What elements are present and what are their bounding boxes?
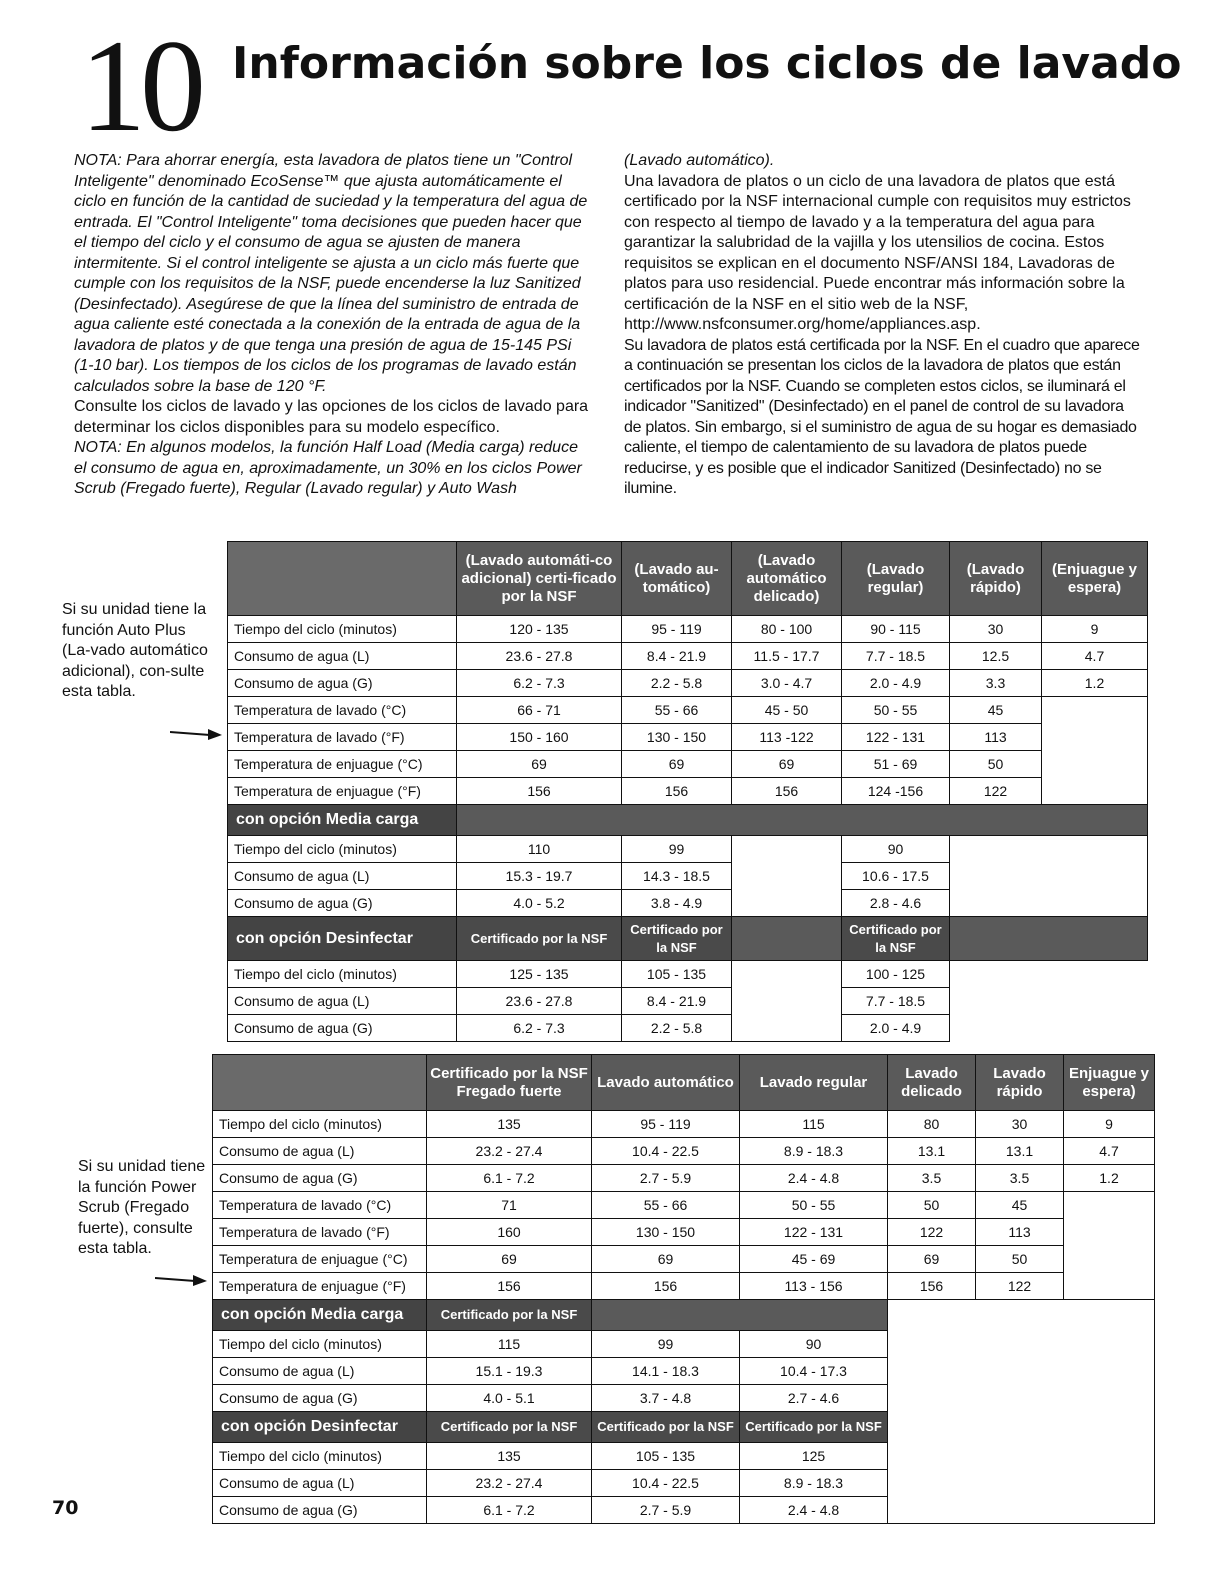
row-label: Tiempo del ciclo (minutos) [213,1111,427,1138]
table-cell: 50 [950,751,1042,778]
table-cell: 3.7 - 4.8 [592,1385,740,1412]
column-header: Lavado rápido [976,1055,1064,1111]
table-cell: 130 - 150 [592,1219,740,1246]
column-header: (Lavado rápido) [950,542,1042,616]
empty-cell [732,836,842,917]
row-label: Temperatura de enjuague (°C) [213,1246,427,1273]
table-cell: 3.5 [976,1165,1064,1192]
table-cell: 90 [842,836,950,863]
nsf-cert-label: Certificado por la NSF [842,917,950,961]
section-header-row [228,805,1148,836]
table-corner [228,542,457,616]
empty-cell [1064,1192,1155,1300]
table-row [213,1192,1155,1219]
row-label: Temperatura de lavado (°F) [228,724,457,751]
table-cell: 3.3 [950,670,1042,697]
table-cell: 3.0 - 4.7 [732,670,842,697]
table-cell: 30 [976,1111,1064,1138]
table-cell: 130 - 150 [622,724,732,751]
nsf-cert-label: Certificado por la NSF [622,917,732,961]
table-row [228,751,1148,778]
table-cell: 100 - 125 [842,961,950,988]
table-cell: 13.1 [976,1138,1064,1165]
table-cell: 4.7 [1064,1138,1155,1165]
table-cell: 95 - 119 [592,1111,740,1138]
column-header: (Lavado automáti-co adicional) certi-ficado por la NSF [457,542,622,616]
table-cell: 110 [457,836,622,863]
table-cell: 113 - 156 [740,1273,888,1300]
section-header-row [228,917,1148,961]
cycle-table-power-scrub [212,1054,1155,1524]
table-cell: 80 - 100 [732,616,842,643]
table-cell: 7.7 - 18.5 [842,643,950,670]
page-title: Información sobre los ciclos de lavado [232,38,1182,89]
nsf-paragraph: Una lavadora de platos o un ciclo de una lavadora de platos que está certificado por la NSF internacional cumple con requisitos muy estrictos con respecto al tiempo de lavado y a la temperatura del agua para garantizar la salubridad de la vajilla y los utensilios de cocina. Estos requisitos se explican en el documento NSF/ANSI 184, Lavadoras de platos para uso residencial. Puede encontrar más información sobre la certificación de la NSF en el sitio web de la NSF, http://www.nsfconsumer.org/home/appliances.asp. [624,172,1131,333]
table-cell: 15.3 - 19.7 [457,863,622,890]
row-label: Tiempo del ciclo (minutos) [213,1331,427,1358]
row-label: Consumo de agua (G) [228,1015,457,1042]
row-label: Consumo de agua (L) [228,863,457,890]
row-label: Consumo de agua (G) [228,890,457,917]
table-cell: 156 [592,1273,740,1300]
table-cell: 2.0 - 4.9 [842,1015,950,1042]
row-label: Temperatura de lavado (°C) [228,697,457,724]
table-cell: 9 [1042,616,1148,643]
table-cell: 10.6 - 17.5 [842,863,950,890]
table-cell: 50 [888,1192,976,1219]
table-cell: 6.1 - 7.2 [427,1165,592,1192]
row-label: Tiempo del ciclo (minutos) [228,961,457,988]
row-label: Consumo de agua (L) [213,1470,427,1497]
column-header: Lavado automático [592,1055,740,1111]
table-cell: 45 - 69 [740,1246,888,1273]
table-cell: 156 [888,1273,976,1300]
table-cell: 2.0 - 4.9 [842,670,950,697]
table-cell: 69 [622,751,732,778]
table-cell: 124 -156 [842,778,950,805]
row-label: Temperatura de lavado (°F) [213,1219,427,1246]
table-cell: 122 [888,1219,976,1246]
table-cell: 45 [950,697,1042,724]
empty-cell [1042,697,1148,805]
nsf-cert-label: Certificado por la NSF [740,1412,888,1443]
row-label: Tiempo del ciclo (minutos) [213,1443,427,1470]
arrow-right-icon [170,726,222,742]
table-cell: 69 [592,1246,740,1273]
table-cell: 45 [976,1192,1064,1219]
table-cell: 10.4 - 22.5 [592,1138,740,1165]
row-label: Temperatura de enjuague (°F) [213,1273,427,1300]
empty-cell [950,961,1148,1042]
table-cell: 15.1 - 19.3 [427,1358,592,1385]
column-header: Certificado por la NSF Fregado fuerte [427,1055,592,1111]
table-cell: 69 [888,1246,976,1273]
table-cell: 113 -122 [732,724,842,751]
table-cell: 2.4 - 4.8 [740,1165,888,1192]
table-cell: 50 [976,1246,1064,1273]
table-cell: 6.2 - 7.3 [457,1015,622,1042]
table-cell: 125 [740,1443,888,1470]
section-header-fill [592,1300,888,1331]
table-cell: 1.2 [1042,670,1148,697]
table-cell: 120 - 135 [457,616,622,643]
table-cell: 11.5 - 17.7 [732,643,842,670]
table-cell: 71 [427,1192,592,1219]
table-cell: 105 - 135 [592,1443,740,1470]
row-label: Tiempo del ciclo (minutos) [228,616,457,643]
table-row [228,697,1148,724]
table-cell: 122 [976,1273,1064,1300]
table-corner [213,1055,427,1111]
table-cell: 135 [427,1443,592,1470]
table-row [228,961,1148,988]
empty-cell [732,961,842,1042]
table-cell: 105 - 135 [622,961,732,988]
cycles-paragraph: Consulte los ciclos de lavado y las opciones de los ciclos de lavado para determinar los ciclos disponibles para su modelo específico. [74,398,589,436]
table-cell: 69 [457,751,622,778]
table-row [213,1273,1155,1300]
table-cell: 99 [622,836,732,863]
empty-cell [950,836,1148,917]
table-cell: 14.1 - 18.3 [592,1358,740,1385]
nsf-cert-label: Certificado por la NSF [427,1300,592,1331]
table-cell: 6.1 - 7.2 [427,1497,592,1524]
table-cell: 156 [622,778,732,805]
table-cell: 4.0 - 5.1 [427,1385,592,1412]
table-cell: 113 [950,724,1042,751]
column-header: Lavado regular [740,1055,888,1111]
table-row [213,1165,1155,1192]
table-cell: 122 [950,778,1042,805]
table-cell: 122 - 131 [842,724,950,751]
nsf-cert-label: Certificado por la NSF [427,1412,592,1443]
table-cell: 150 - 160 [457,724,622,751]
table-cell: 3.8 - 4.9 [622,890,732,917]
side-note-power-scrub: Si su unidad tiene la función Power Scrub (Fregado fuerte), consulte esta tabla. [78,1158,206,1257]
table-cell: 160 [427,1219,592,1246]
table-cell: 13.1 [888,1138,976,1165]
right-column [624,151,1144,500]
row-label: Tiempo del ciclo (minutos) [228,836,457,863]
column-header: (Lavado automático delicado) [732,542,842,616]
table-cell: 45 - 50 [732,697,842,724]
table-cell: 50 - 55 [842,697,950,724]
section-header-row [213,1300,1155,1331]
column-header: Enjuague y espera) [1064,1055,1155,1111]
table-row [228,778,1148,805]
table-cell: 12.5 [950,643,1042,670]
table-cell: 55 - 66 [592,1192,740,1219]
table-row [213,1138,1155,1165]
table-cell: 113 [976,1219,1064,1246]
nsf-cert-label: Certificado por la NSF [457,917,622,961]
table-cell: 3.5 [888,1165,976,1192]
table-cell: 90 - 115 [842,616,950,643]
side-note-auto-plus: Si su unidad tiene la función Auto Plus (La-vado automático adicional), con-sulte esta tabla. [62,601,208,700]
table-row [228,670,1148,697]
table-cell: 156 [457,778,622,805]
table-cell: 4.7 [1042,643,1148,670]
table-cell: 30 [950,616,1042,643]
column-header: Lavado delicado [888,1055,976,1111]
table-cell: 2.8 - 4.6 [842,890,950,917]
table-cell: 90 [740,1331,888,1358]
table-cell: 115 [740,1111,888,1138]
table-cell: 69 [732,751,842,778]
section-title-half-load: con opción Media carga [213,1300,427,1331]
table-cell: 8.9 - 18.3 [740,1470,888,1497]
table-cell: 23.6 - 27.8 [457,643,622,670]
note-ecosense: NOTA: Para ahorrar energía, esta lavadora de platos tiene un "Control Inteligente" denominado EcoSense™ que ajusta automáticamente el ciclo en función de la cantidad de suciedad y la temperatura del agua de entrada. El "Control Inteligente" toma decisiones que pueden hacer que el tiempo del ciclo y el consumo de agua se ajusten de manera intermitente. Si el control inteligente se ajusta a un ciclo más fuerte que cumple con los requisitos de la NSF, puede encenderse la luz Sanitized (Desinfectado). Asegúrese de que la línea del suministro de entrada de agua caliente esté conectada a la conexión de la entrada de agua de la lavadora de platos y de que tenga una presión de agua de 15-145 PSi (1-10 bar). Los tiempos de los ciclos de los programas de lavado están calculados sobre la base de 120 °F. [74,152,588,395]
table-cell: 125 - 135 [457,961,622,988]
row-label: Consumo de agua (L) [213,1138,427,1165]
table-row [228,643,1148,670]
nsf-cert-label: Certificado por la NSF [592,1412,740,1443]
row-label: Consumo de agua (L) [228,643,457,670]
arrow-right-icon [155,1272,207,1288]
column-header: (Lavado au-tomático) [622,542,732,616]
row-label: Consumo de agua (L) [228,988,457,1015]
section-title-half-load: con opción Media carga [228,805,457,836]
note-half-load: NOTA: En algunos modelos, la función Half Load (Media carga) reduce el consumo de agua en, aproximadamente, un 30% en los ciclos Power Scrub (Fregado fuerte), Regular (Lavado regular) y Auto Wash [74,439,582,497]
table-cell: 69 [427,1246,592,1273]
cycle-table-auto-plus [227,541,1148,1042]
table-cell: 135 [427,1111,592,1138]
section-header-fill [457,805,1148,836]
column-header: (Enjuague y espera) [1042,542,1148,616]
table-cell: 1.2 [1064,1165,1155,1192]
table-cell: 4.0 - 5.2 [457,890,622,917]
table-cell: 23.6 - 27.8 [457,988,622,1015]
table-cell: 99 [592,1331,740,1358]
table-cell: 156 [427,1273,592,1300]
table-row [228,836,1148,863]
table-cell: 50 - 55 [740,1192,888,1219]
row-label: Temperatura de lavado (°C) [213,1192,427,1219]
section-header-fill [732,917,842,961]
table-row [213,1246,1155,1273]
table-cell: 66 - 71 [457,697,622,724]
table-cell: 2.7 - 5.9 [592,1497,740,1524]
table-cell: 10.4 - 22.5 [592,1470,740,1497]
table-cell: 9 [1064,1111,1155,1138]
page-number: 70 [52,1497,79,1519]
row-label: Consumo de agua (G) [213,1385,427,1412]
row-label: Temperatura de enjuague (°C) [228,751,457,778]
table-cell: 80 [888,1111,976,1138]
table-cell: 156 [732,778,842,805]
table-cell: 51 - 69 [842,751,950,778]
table-cell: 14.3 - 18.5 [622,863,732,890]
row-label: Consumo de agua (G) [228,670,457,697]
table-cell: 2.7 - 4.6 [740,1385,888,1412]
row-label: Temperatura de enjuague (°F) [228,778,457,805]
table-cell: 95 - 119 [622,616,732,643]
table-cell: 2.2 - 5.8 [622,670,732,697]
table-cell: 8.4 - 21.9 [622,643,732,670]
empty-cell [888,1300,1155,1524]
section-title-sanitize: con opción Desinfectar [228,917,457,961]
certified-paragraph: Su lavadora de platos está certificada por la NSF. En el cuadro que aparece a continuación se presentan los ciclos de la lavadora de platos que están certificados por la NSF. Cuando se completen estos ciclos, se iluminará el indicador "Sanitized" (Desinfectado) en el panel de control de su lavadora de platos. Sin embargo, si el suministro de agua de su hogar es demasiado caliente, el tiempo de calentamiento de su lavadora de platos puede reducirse, y es posible que el indicador Sanitized (Desinfectado) no se ilumine. [624,336,1140,497]
table-cell: 2.7 - 5.9 [592,1165,740,1192]
table-row [213,1111,1155,1138]
table-cell: 6.2 - 7.3 [457,670,622,697]
section-title-sanitize: con opción Desinfectar [213,1412,427,1443]
table-row [228,616,1148,643]
column-header: (Lavado regular) [842,542,950,616]
table-cell: 2.2 - 5.8 [622,1015,732,1042]
row-label: Consumo de agua (L) [213,1358,427,1385]
chapter-number: 10 [80,12,200,159]
section-header-fill [950,917,1148,961]
row-label: Consumo de agua (G) [213,1165,427,1192]
row-label: Consumo de agua (G) [213,1497,427,1524]
table-row [228,724,1148,751]
left-column [74,151,590,500]
table-cell: 8.4 - 21.9 [622,988,732,1015]
table-cell: 7.7 - 18.5 [842,988,950,1015]
table-cell: 55 - 66 [622,697,732,724]
table-cell: 122 - 131 [740,1219,888,1246]
table-cell: 115 [427,1331,592,1358]
table-cell: 23.2 - 27.4 [427,1138,592,1165]
table-cell: 2.4 - 4.8 [740,1497,888,1524]
note-continuation: (Lavado automático). [624,152,775,169]
table-row [213,1219,1155,1246]
table-cell: 10.4 - 17.3 [740,1358,888,1385]
table-cell: 23.2 - 27.4 [427,1470,592,1497]
table-cell: 8.9 - 18.3 [740,1138,888,1165]
